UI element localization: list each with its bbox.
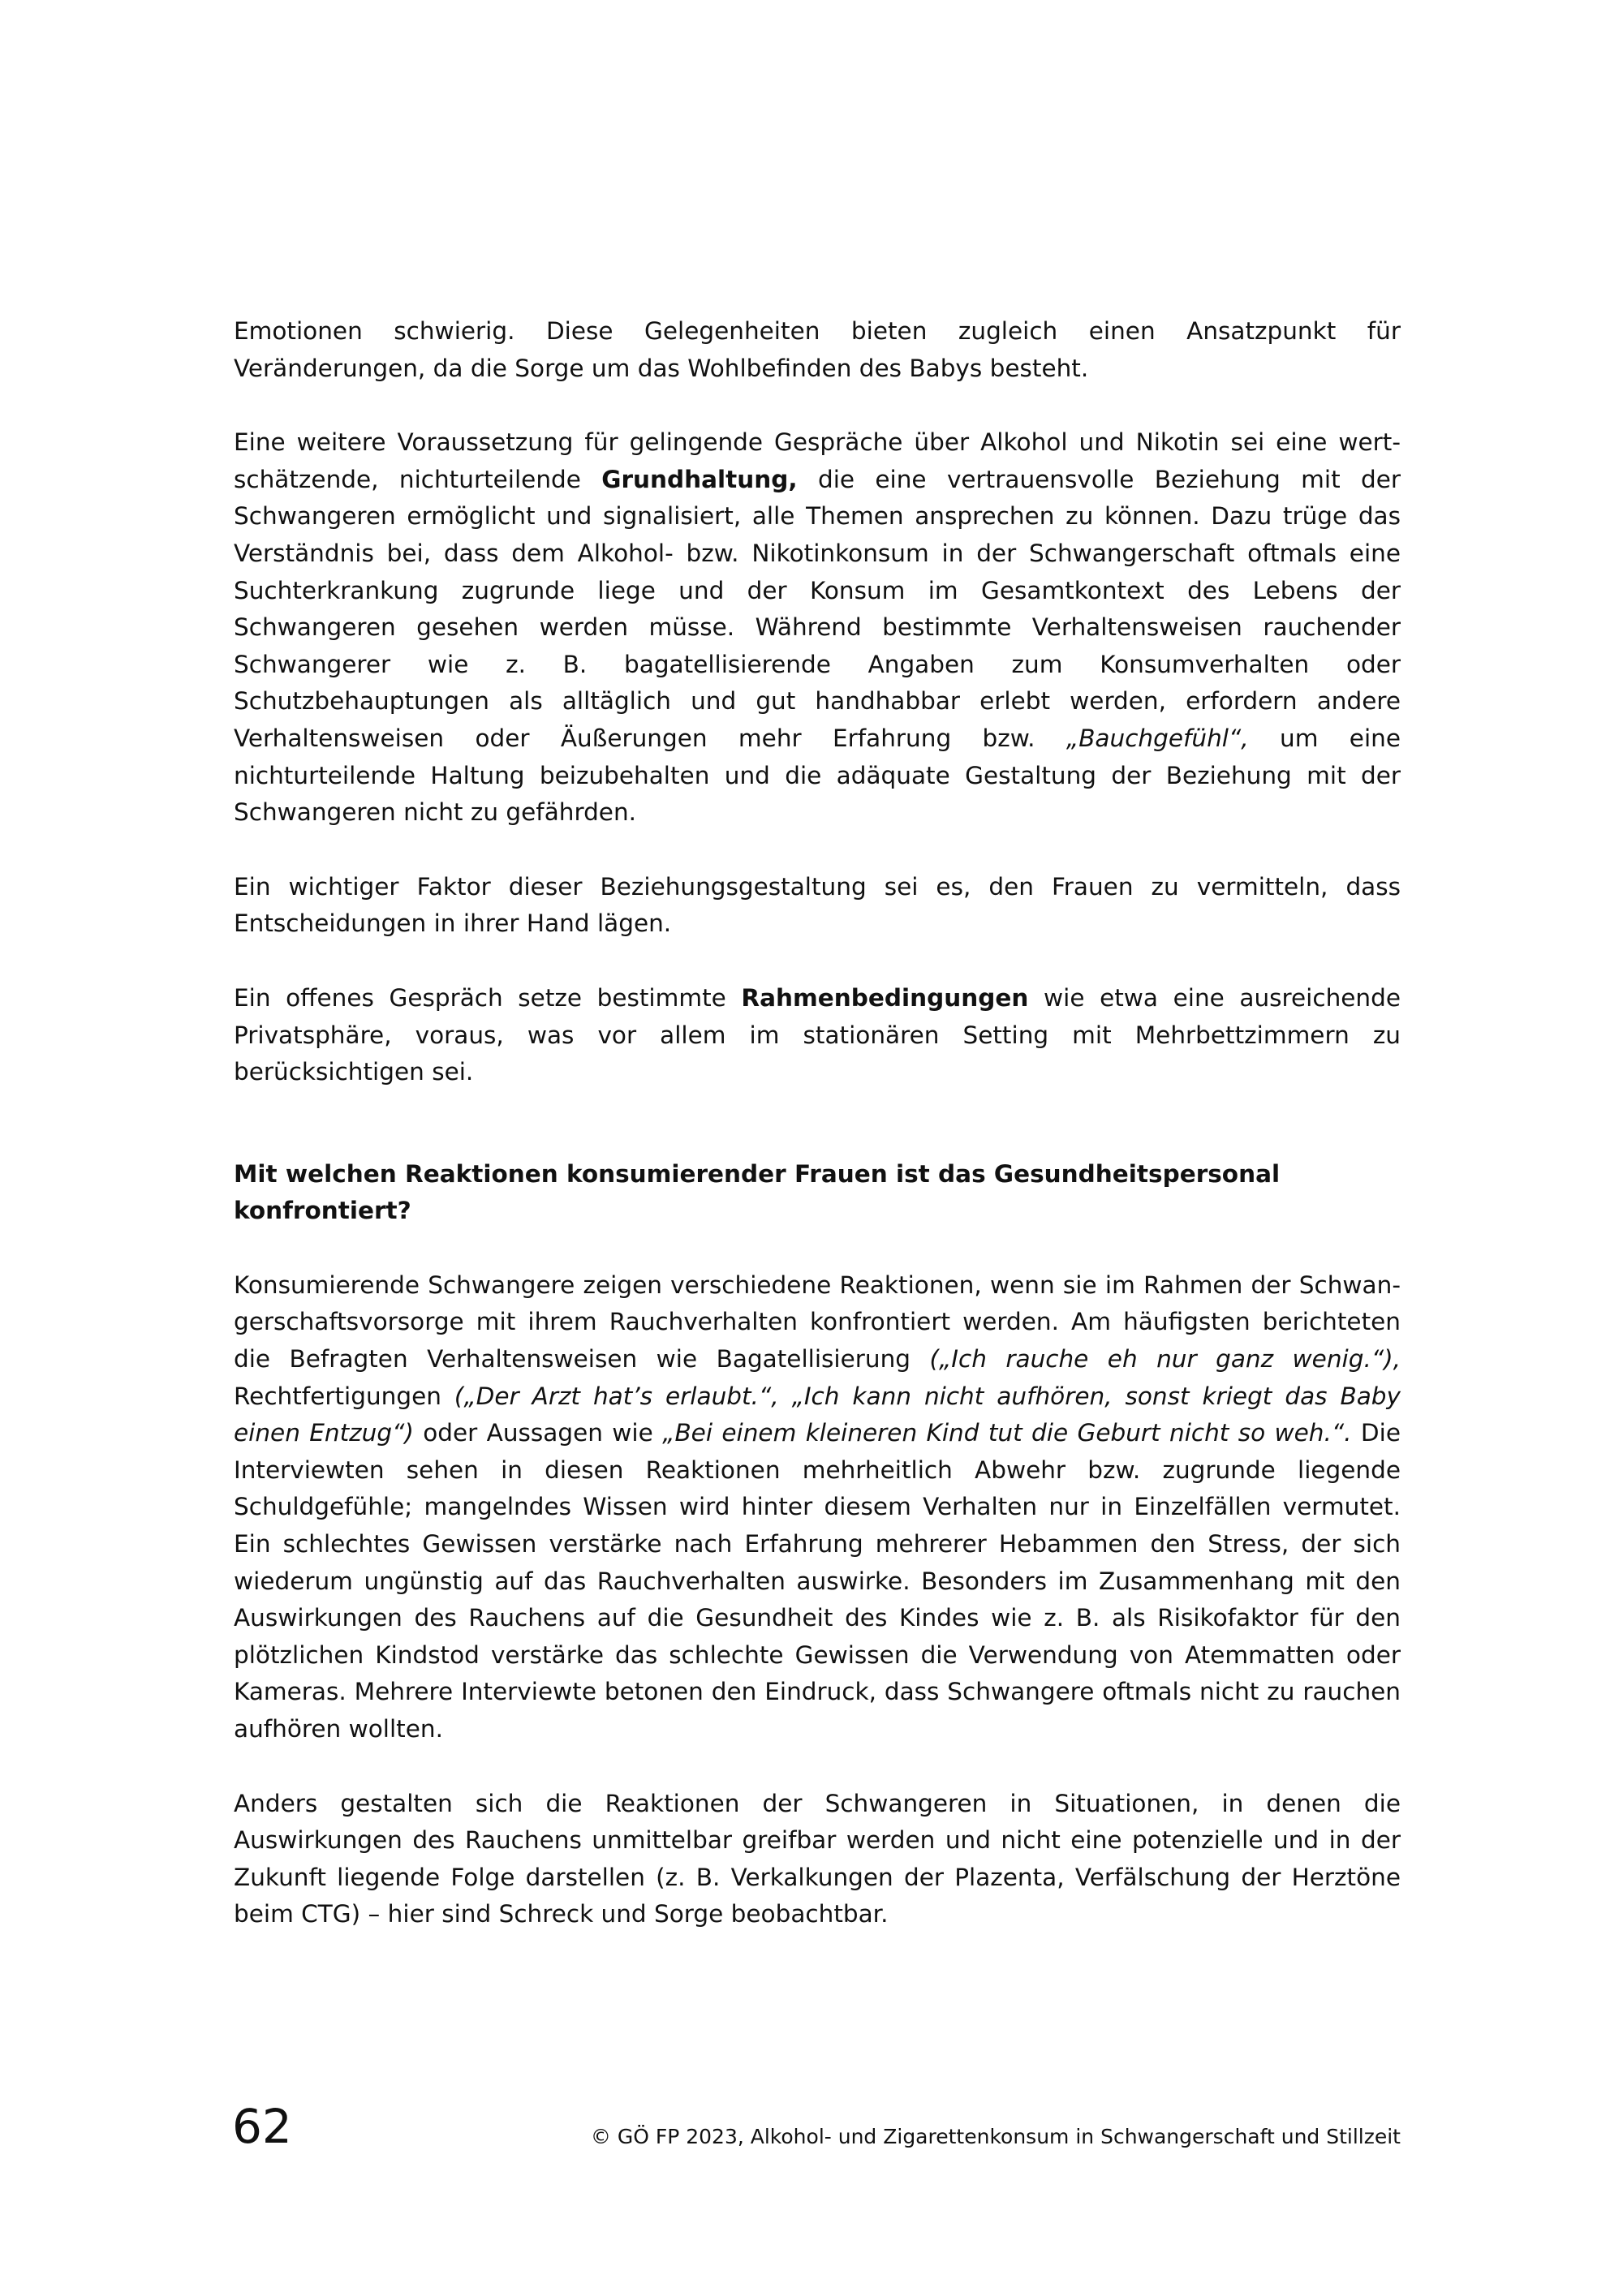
paragraph-1: Emotionen schwierig. Diese Gelegenheiten bieten zugleich einen Ansatzpunkt für Veränderungen, da die Sorge um das Wohlbefinden des Babys besteht.: [234, 317, 1401, 382]
footer-citation: © GÖ FP 2023, Alkohol- und Zigarettenkonsum in Schwangerschaft und Stillzeit: [590, 2125, 1401, 2148]
paragraph-2-text-a: Eine weitere Voraussetzung für gelingende Gespräche über Alkohol und Nikotin sei eine wertschätzende, nichturteilende: [234, 428, 1401, 493]
paragraph-4-text-a: Ein offenes Gespräch setze bestimmte: [234, 983, 742, 1012]
page-number: 62: [232, 2099, 292, 2154]
quote-bagatellisierung: („Ich rauche eh nur ganz wenig.“),: [929, 1345, 1401, 1374]
paragraph-2-text-b: die eine vertrauensvolle Beziehung mit der Schwangeren ermöglicht und signalisiert, alle Themen ansprechen zu können. Dazu trüge das Verständnis bei, dass dem Alkohol- bzw. Nikotinkonsum in der Schwangerschaft oftmals eine Suchterkrankung zugrunde liege und der Konsum im Gesamtkontext des Lebens der Schwangeren gesehen werden müsse. Während bestimmte Verhaltensweisen rauchender Schwangerer wie z. B. bagatellisierende Angaben zum Konsumverhalten oder Schutzbehauptungen als alltäglich und gut handhabbar erlebt werden, erfordern andere Verhaltensweisen oder Äußerungen mehr Erfahrung bzw.: [234, 465, 1401, 752]
quote-bauchgefuehl: „Bauchgefühl“,: [1065, 724, 1249, 752]
quote-aussagen: „Bei einem kleineren Kind tut die Geburt nicht so weh.“.: [662, 1419, 1352, 1447]
paragraph-3: Ein wichtiger Faktor dieser Beziehungsgestaltung sei es, den Frauen zu vermitteln, dass Entscheidungen in ihrer Hand lägen.: [234, 872, 1401, 938]
paragraph-5: [234, 1267, 1401, 1748]
paragraph-6: Anders gestalten sich die Reaktionen der Schwangeren in Situationen, in denen die Auswirkungen des Rauchens unmittelbar greifbar werden und nicht eine potenzielle und in der Zukunft liegende Folge darstellen (z. B. Verkalkungen der Plazenta, Verfälschung der Herztöne beim CTG) – hier sind Schreck und Sorge beobachtbar.: [234, 1789, 1401, 1928]
section-heading: Mit welchen Reaktionen konsumierender Frauen ist das Gesundheitspersonal konfrontiert?: [234, 1159, 1281, 1225]
paragraph-5-text-b: Rechtfertigungen: [234, 1382, 454, 1410]
paragraph-5-text-a: Konsumierende Schwangere zeigen verschiedene Reaktionen, wenn sie im Rahmen der Schwangerschaftsvorsorge mit ihrem Rauchverhalten konfrontiert werden. Am häufigsten berichteten die Befragten Verhaltensweisen wie Bagatellisierung: [234, 1271, 1401, 1374]
paragraph-4: [234, 980, 1401, 1091]
paragraph-5-text-d: Die Interviewten sehen in diesen Reaktionen mehrheitlich Abwehr bzw. zugrunde liegende Schuldgefühle; mangelndes Wissen wird hinter diesem Verhalten nur in Einzelfällen vermutet. Ein schlechtes Gewissen verstärke nach Erfahrung mehrerer Hebammen den Stress, der sich wiederum ungünstig auf das Rauchverhalten auswirke. Besonders im Zusammenhang mit den Auswirkungen des Rauchens auf die Gesundheit des Kindes wie z. B. als Risikofaktor für den plötzlichen Kindstod verstärke das schlechte Gewissen die Verwendung von Atemmatten oder Kameras. Mehrere Interviewte betonen den Eindruck, dass Schwangere oftmals nicht zu rauchen aufhören wollten.: [234, 1419, 1401, 1743]
page-body: [234, 313, 1401, 1933]
term-rahmenbedingungen: Rahmenbedingungen: [741, 983, 1029, 1012]
quote-rechtfertigungen: („Der Arzt hat’s erlaubt.“, „Ich kann nicht aufhören, sonst kriegt das Baby einen Entzug“): [234, 1382, 1401, 1447]
paragraph-4-text-b: wie etwa eine ausreichende Privatsphäre, voraus, was vor allem im stationären Setting mit Mehrbettzimmern zu berücksichtigen sei.: [234, 983, 1401, 1086]
paragraph-2: [234, 424, 1401, 832]
term-grundhaltung: Grundhaltung,: [601, 465, 798, 493]
paragraph-2-text-c: um eine nichturteilende Haltung beizubehalten und die adäquate Gestaltung der Beziehung mit der Schwangeren nicht zu gefährden.: [234, 724, 1401, 827]
paragraph-5-text-c: oder Aussagen wie: [413, 1419, 663, 1447]
